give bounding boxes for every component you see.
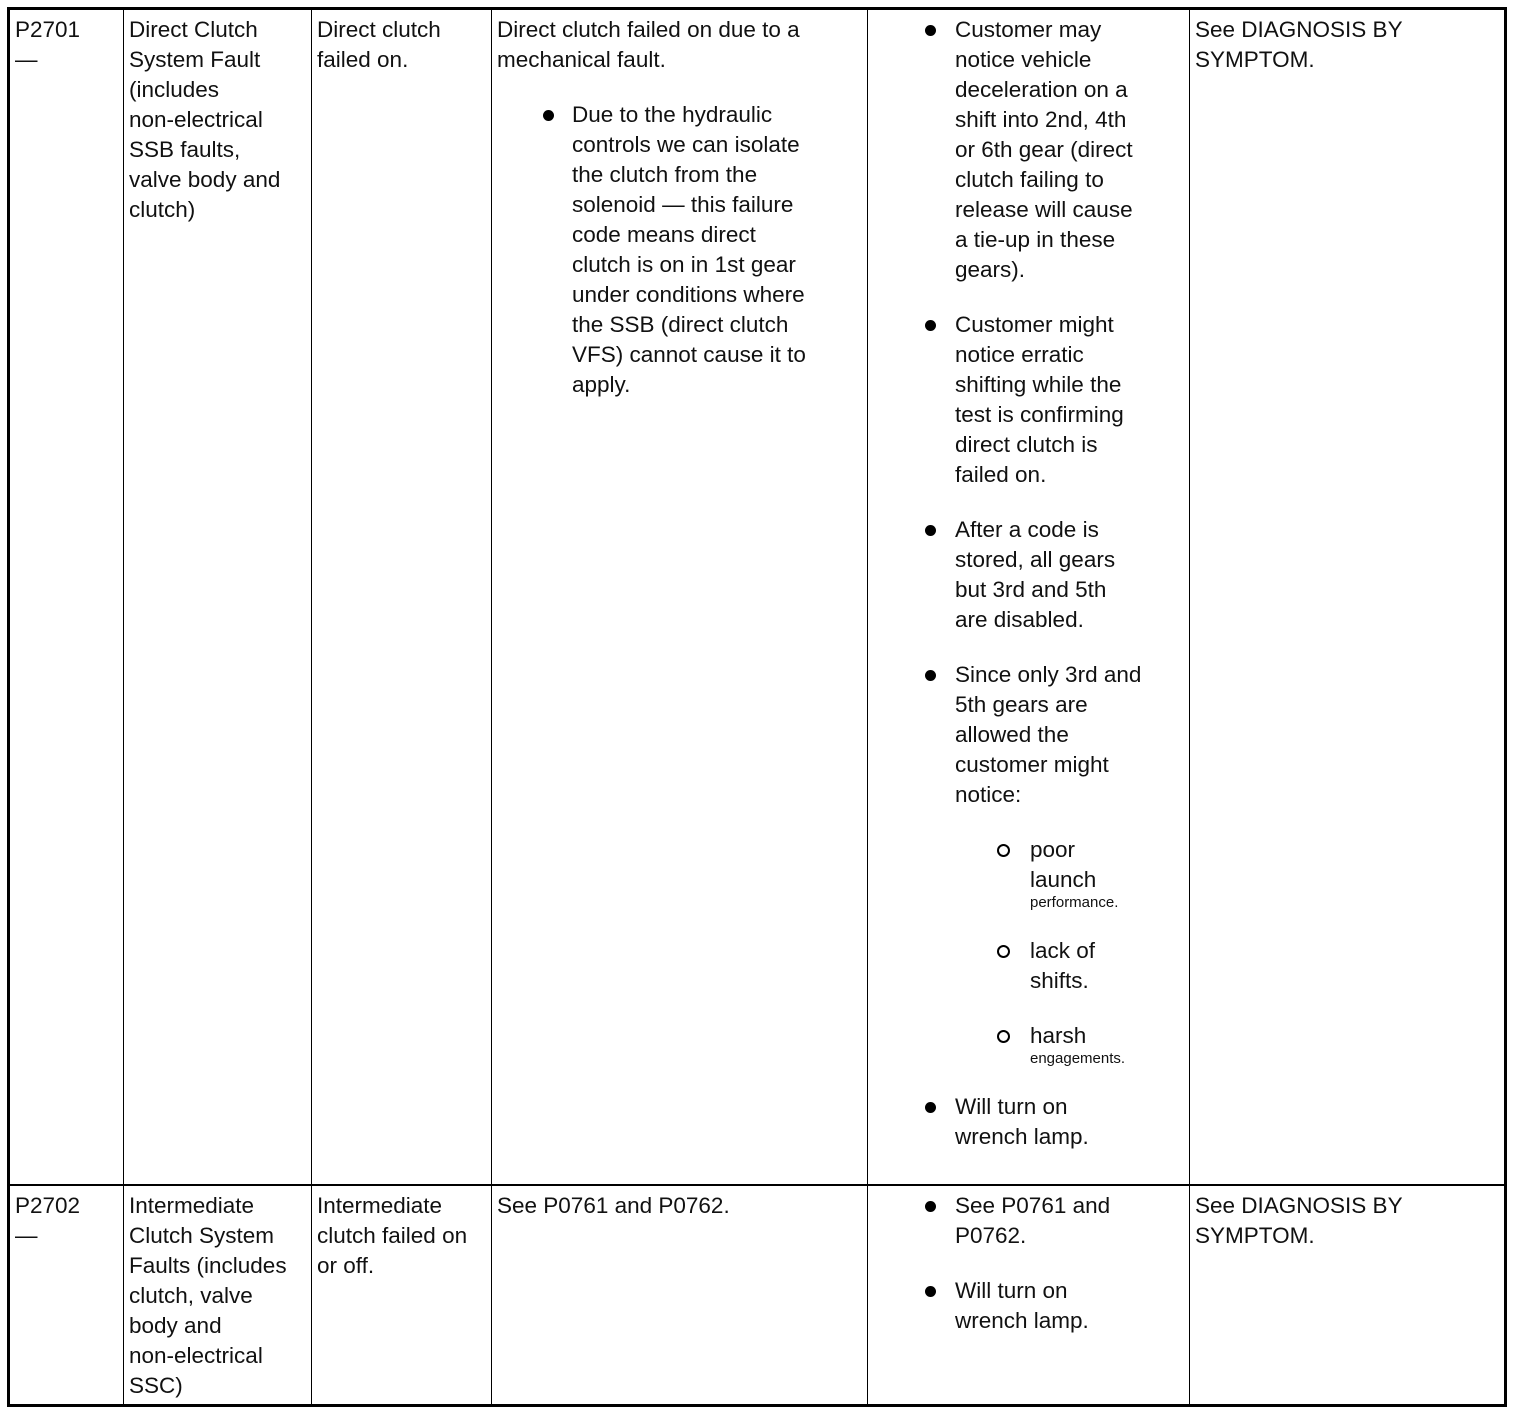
sub-symptom-line: launch: [1030, 867, 1097, 892]
symptom-line: but 3rd and 5th: [955, 577, 1107, 602]
dtc-name-line: Clutch System: [129, 1223, 275, 1248]
dtc-code: P2702: [15, 1193, 81, 1218]
action-line: See DIAGNOSIS BY: [1195, 1193, 1403, 1218]
bullet-ring-icon: [997, 844, 1010, 857]
bullet-dot-icon: [925, 1201, 936, 1212]
symptom-line: notice:: [955, 782, 1022, 807]
description-bullet-list: [497, 100, 863, 400]
symptom-item: [955, 515, 1185, 635]
sub-symptom-line: shifts.: [1030, 968, 1089, 993]
symptom-line: wrench lamp.: [955, 1308, 1089, 1333]
description-bullet: [572, 100, 863, 400]
action-line: SYMPTOM.: [1195, 47, 1315, 72]
symptom-line: failed on.: [955, 462, 1047, 487]
symptom-line: Customer may: [955, 17, 1102, 42]
symptom-line: clutch failing to: [955, 167, 1104, 192]
symptom-line: test is confirming: [955, 402, 1124, 427]
dtc-name-line: SSB faults,: [129, 137, 241, 162]
sub-symptom-item: [1030, 835, 1185, 911]
bullet-dot-icon: [925, 320, 936, 331]
dtc-code-dash: —: [15, 47, 38, 72]
symptom-item: [955, 660, 1185, 1067]
condition-line: failed on.: [317, 47, 409, 72]
action-line: SYMPTOM.: [1195, 1223, 1315, 1248]
symptom-line: shift into 2nd, 4th: [955, 107, 1127, 132]
symptom-item: [955, 1191, 1185, 1251]
description-line: mechanical fault.: [497, 47, 666, 72]
symptom-line: Customer might: [955, 312, 1114, 337]
dtc-name-line: clutch, valve: [129, 1283, 253, 1308]
table-row: [10, 1186, 1504, 1404]
symptom-line: allowed the: [955, 722, 1069, 747]
dtc-name-line: non-electrical: [129, 1343, 263, 1368]
sub-symptom-item: [1030, 936, 1185, 996]
bullet-line: solenoid — this failure: [572, 192, 794, 217]
condition-cell: [312, 1186, 492, 1404]
symptom-line: notice vehicle: [955, 47, 1092, 72]
symptom-line: or 6th gear (direct: [955, 137, 1133, 162]
symptom-item: [955, 1092, 1185, 1152]
condition-line: Direct clutch: [317, 17, 441, 42]
dtc-name-line: System Fault: [129, 47, 261, 72]
symptom-line: 5th gears are: [955, 692, 1088, 717]
sub-symptom-item: [1030, 1021, 1185, 1067]
description-line: See P0761 and P0762.: [497, 1193, 730, 1218]
dtc-name-line: (includes: [129, 77, 220, 102]
dtc-name-line: non-electrical: [129, 107, 263, 132]
condition-cell: [312, 10, 492, 1184]
symptom-line: gears).: [955, 257, 1026, 282]
description-cell: [492, 1186, 868, 1404]
dtc-name-line: clutch): [129, 197, 196, 222]
symptom-line: Will turn on: [955, 1278, 1068, 1303]
symptom-line: deceleration on a: [955, 77, 1128, 102]
symptom-line: shifting while the: [955, 372, 1122, 397]
symptom-line: customer might: [955, 752, 1109, 777]
symptom-line: wrench lamp.: [955, 1124, 1089, 1149]
dtc-table: [7, 7, 1507, 1407]
sub-symptom-line: harsh: [1030, 1023, 1087, 1048]
bullet-line: code means direct: [572, 222, 756, 247]
dtc-name-cell: [124, 10, 312, 1184]
sub-symptom-small: performance.: [1030, 894, 1119, 911]
bullet-dot-icon: [925, 525, 936, 536]
symptom-list: [873, 15, 1185, 1152]
dtc-code-dash: —: [15, 1223, 38, 1248]
dtc-name-line: Direct Clutch: [129, 17, 258, 42]
symptom-line: release will cause: [955, 197, 1133, 222]
bullet-dot-icon: [543, 110, 554, 121]
bullet-dot-icon: [925, 670, 936, 681]
symptom-line: stored, all gears: [955, 547, 1116, 572]
sub-symptom-small: engagements.: [1030, 1050, 1126, 1067]
bullet-line: clutch is on in 1st gear: [572, 252, 796, 277]
dtc-code: P2701: [15, 17, 81, 42]
bullet-dot-icon: [925, 1102, 936, 1113]
sub-symptom-list: [955, 835, 1185, 1067]
description-cell: [492, 10, 868, 1184]
bullet-line: the clutch from the: [572, 162, 758, 187]
action-line: See DIAGNOSIS BY: [1195, 17, 1403, 42]
dtc-name-cell: [124, 1186, 312, 1404]
bullet-ring-icon: [997, 945, 1010, 958]
symptom-item: [955, 1276, 1185, 1336]
table-row: [10, 10, 1504, 1186]
symptom-line: P0762.: [955, 1223, 1027, 1248]
symptom-cell: [868, 1186, 1190, 1404]
condition-line: or off.: [317, 1253, 375, 1278]
dtc-code-cell: [10, 1186, 124, 1404]
symptom-item: [955, 15, 1185, 285]
dtc-name-line: body and: [129, 1313, 222, 1338]
sub-symptom-line: poor: [1030, 837, 1076, 862]
dtc-code-cell: [10, 10, 124, 1184]
symptom-cell: [868, 10, 1190, 1184]
bullet-line: controls we can isolate: [572, 132, 800, 157]
symptom-line: After a code is: [955, 517, 1099, 542]
dtc-name-line: Intermediate: [129, 1193, 255, 1218]
bullet-dot-icon: [925, 1286, 936, 1297]
bullet-line: apply.: [572, 372, 631, 397]
condition-line: clutch failed on: [317, 1223, 468, 1248]
symptom-item: [955, 310, 1185, 490]
symptom-line: direct clutch is: [955, 432, 1098, 457]
condition-line: Intermediate: [317, 1193, 443, 1218]
dtc-name-line: SSC): [129, 1373, 183, 1398]
symptom-line: Since only 3rd and: [955, 662, 1142, 687]
symptom-line: are disabled.: [955, 607, 1084, 632]
action-cell: [1190, 1186, 1504, 1404]
symptom-line: Will turn on: [955, 1094, 1068, 1119]
description-line: Direct clutch failed on due to a: [497, 17, 800, 42]
bullet-line: Due to the hydraulic: [572, 102, 773, 127]
bullet-line: VFS) cannot cause it to: [572, 342, 806, 367]
bullet-line: the SSB (direct clutch: [572, 312, 789, 337]
symptom-line: a tie-up in these: [955, 227, 1116, 252]
dtc-name-line: valve body and: [129, 167, 281, 192]
symptom-line: See P0761 and: [955, 1193, 1111, 1218]
dtc-name-line: Faults (includes: [129, 1253, 287, 1278]
symptom-line: notice erratic: [955, 342, 1084, 367]
bullet-line: under conditions where: [572, 282, 805, 307]
bullet-ring-icon: [997, 1030, 1010, 1043]
action-cell: [1190, 10, 1504, 1184]
bullet-dot-icon: [925, 25, 936, 36]
sub-symptom-line: lack of: [1030, 938, 1096, 963]
symptom-list: [873, 1191, 1185, 1336]
